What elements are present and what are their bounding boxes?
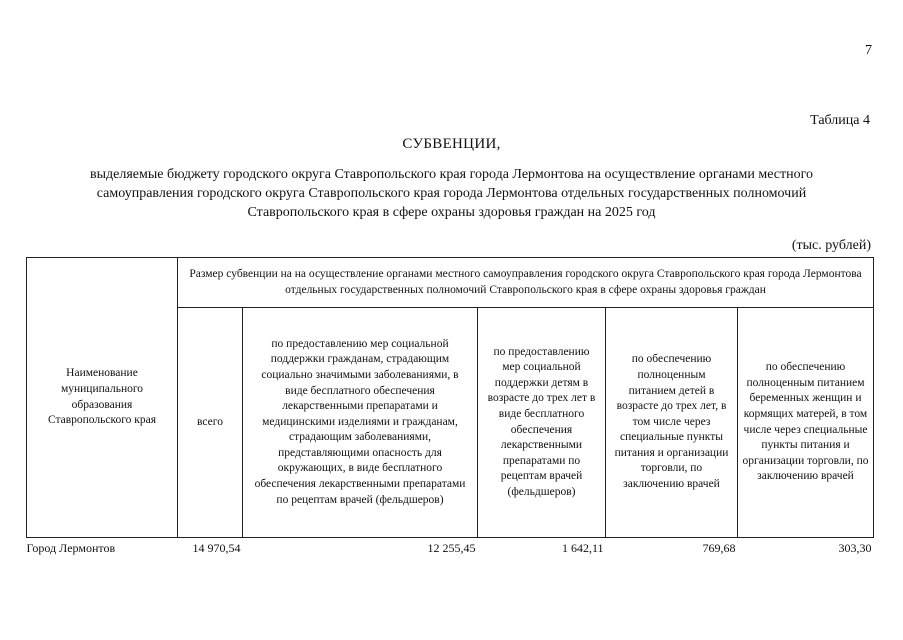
- column-header-children-nutrition: по обеспечению полноценным питанием детей в возрасте до трех лет, в том числе через специальные пункты питания и организации торговли, по заключению врачей: [606, 308, 738, 538]
- column-header-mothers-nutrition: по обеспечению полноценным питанием беременных женщин и кормящих матерей, в том числе через специальные пункты питания и организации торговли, по заключению врачей: [738, 308, 874, 538]
- column-header-children-medicine: по предоставлению мер социальной поддержки детям в возрасте до трех лет в виде бесплатного обеспечения лекарственными препаратами по рецептам врачей (фельдшеров): [478, 308, 606, 538]
- value-children-medicine: 1 642,11: [561, 541, 604, 555]
- group-column-header: Размер субвенции на на осуществление органами местного самоуправления городского округа Ставропольского края города Лермонтова отдельных государственных полномочий Ставропольского края в сфере охраны здоровья граждан: [178, 258, 874, 308]
- column-header-total: всего: [178, 308, 243, 538]
- value-total: 14 970,54: [192, 541, 241, 555]
- document-title: СУБВЕНЦИИ,: [402, 136, 501, 152]
- row-name: Город Лермонтов: [26, 541, 116, 555]
- page-number: 7: [865, 43, 872, 58]
- subtitle-line: самоуправления городского округа Ставропольского края города Лермонтова отдельных государственных полномочий: [96, 186, 807, 201]
- table-header-row: [27, 258, 874, 308]
- subtitle-line: выделяемые бюджету городского округа Ставропольского края города Лермонтова на осуществление органами местного: [90, 167, 813, 182]
- value-children-nutrition: 769,68: [702, 541, 736, 555]
- units-label: (тыс. рублей): [791, 238, 871, 253]
- name-column-header: Наименование муниципального образования Ставропольского края: [27, 258, 178, 538]
- subtitle-line: Ставропольского края в сфере охраны здоровья граждан на 2025 год: [247, 205, 656, 220]
- value-social-support: 12 255,45: [427, 541, 476, 555]
- table-label: Таблица 4: [810, 113, 870, 128]
- document-subtitle: [40, 165, 863, 222]
- value-mothers-nutrition: 303,30: [838, 541, 872, 555]
- table-row: [27, 538, 874, 557]
- subventions-table: [26, 257, 874, 557]
- column-header-social-support: по предоставлению мер социальной поддержки гражданам, страдающим социально значимыми заболеваниями, в виде бесплатного обеспечения лекарственными препаратами и медицинскими изделиями и гражданам, страдающим заболеваниями, представляющими опасность для окружающих, в виде бесплатного обеспечения лекарственными препаратами по рецептам врачей (фельдшеров): [243, 308, 478, 538]
